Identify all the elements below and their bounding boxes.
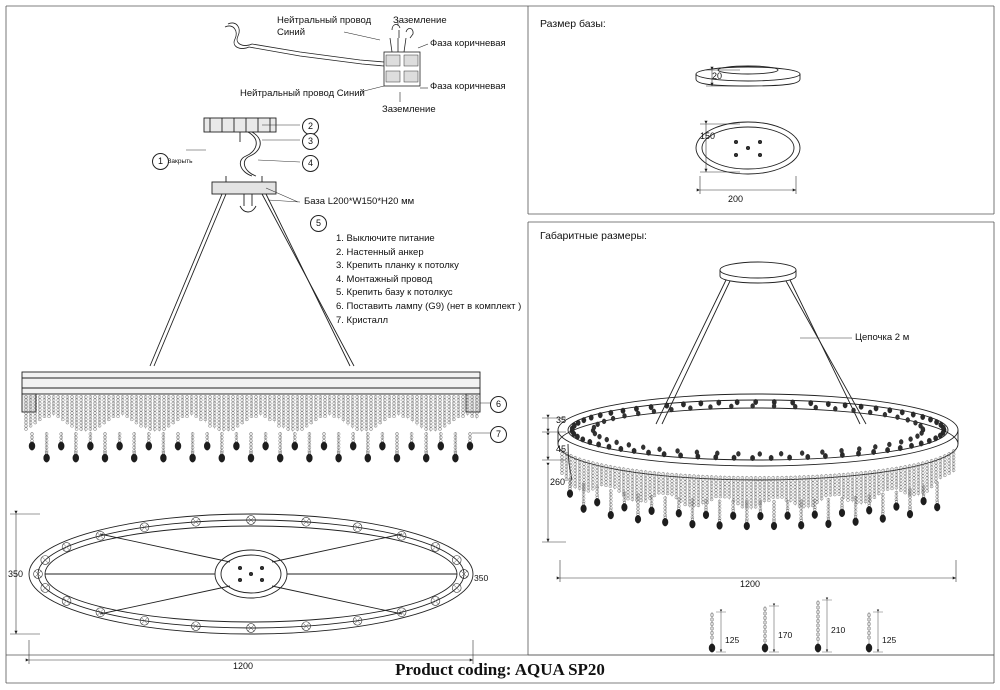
label-phase-right-top: Фаза коричневая (430, 38, 506, 49)
step-1: 1. Выключите питание (336, 233, 435, 244)
callout-2: 2 (302, 118, 319, 135)
callout-1: 1 (152, 153, 169, 170)
close-label: Закрыть (167, 158, 193, 165)
callout-4: 4 (302, 155, 319, 172)
dim-chain: Цепочка 2 м (855, 332, 910, 343)
dim-plan-height: 350 (8, 569, 24, 579)
label-neutral-top: Нейтральный провод (277, 15, 372, 26)
crystal-dim-2: 170 (778, 630, 793, 640)
section-title-overall-size: Габаритные размеры: (540, 230, 647, 242)
product-coding: Product coding: AQUA SP20 (395, 660, 605, 679)
label-neutral-top-2: Синий (277, 27, 306, 38)
label-phase-right-bottom: Фаза коричневая (430, 81, 506, 92)
dim-drop-len: 260 (550, 477, 566, 487)
dim-base-height: 20 (712, 71, 723, 81)
dim-plan-right: 350 (474, 573, 489, 583)
assembly-steps (336, 232, 521, 327)
crystal-dim-3: 210 (831, 625, 846, 635)
step-3: 3. Крепить планку к потолку (336, 260, 459, 272)
step-4: 4. Монтажный провод (336, 273, 433, 285)
callout-7: 7 (490, 426, 507, 443)
label-ground-bottom: Заземление (382, 104, 436, 115)
dim-base-inner: 150 (700, 131, 716, 141)
label-neutral-bottom: Нейтральный провод Синий (240, 88, 365, 99)
dim-plan-width: 1200 (233, 661, 254, 671)
dim-ring-top: 35 (556, 415, 567, 425)
step-5: 5. Крепить базу к потолкус (336, 287, 453, 299)
step-2: 2. Настенный анкер (336, 246, 424, 258)
label-ground-top: Заземление (393, 15, 447, 26)
section-title-base-size: Размер базы: (540, 18, 606, 30)
base-spec-label: База L200*W150*H20 мм (304, 196, 415, 207)
dim-base-outer: 200 (728, 194, 744, 204)
crystal-dim-1: 125 (725, 635, 740, 645)
callout-6: 6 (490, 396, 507, 413)
step-7: 7. Кристалл (336, 314, 389, 326)
crystal-dim-4: 125 (882, 635, 897, 645)
callout-3: 3 (302, 133, 319, 150)
step-6: 6. Поставить лампу (G9) (нет в комплект ) (336, 300, 522, 312)
dim-ring-mid: 45 (556, 444, 567, 454)
dim-overall-width: 1200 (740, 579, 761, 589)
callout-5: 5 (310, 215, 327, 232)
